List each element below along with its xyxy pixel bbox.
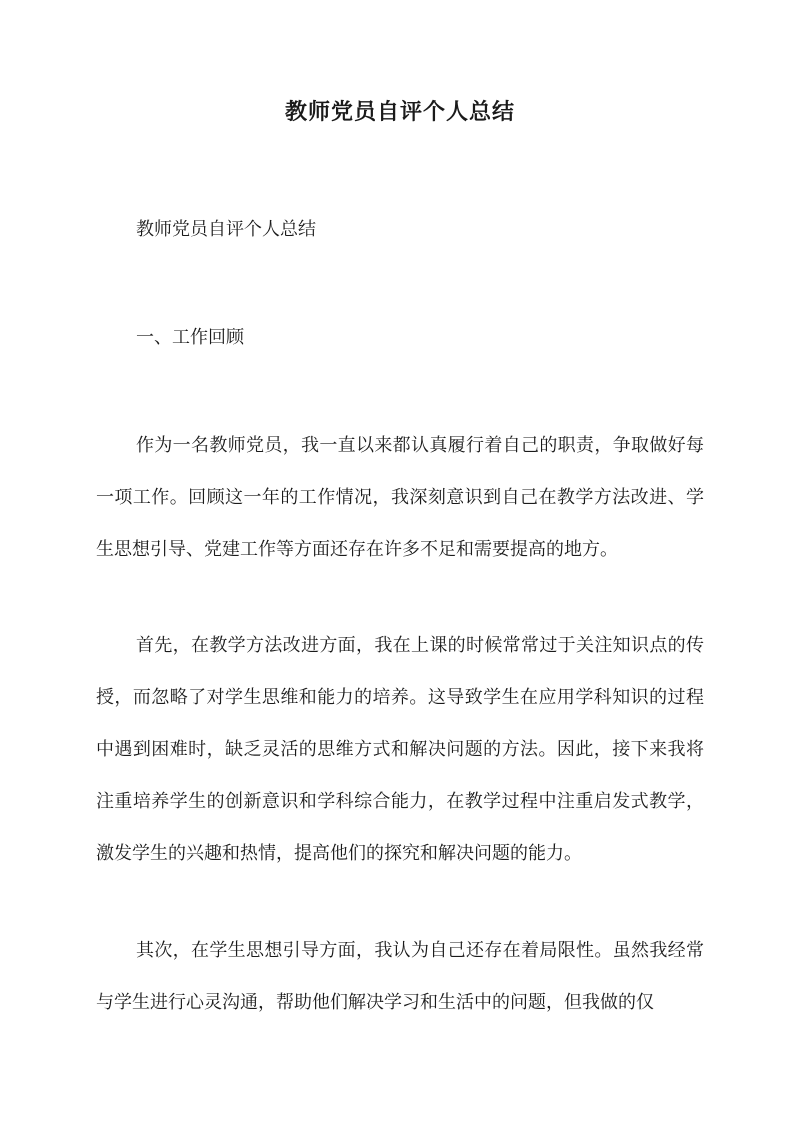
paragraph: 首先，在教学方法改进方面，我在上课的时候常常过于关注知识点的传授，而忽略了对学生思维和能力的培养。这导致学生在应用学科知识的过程中遇到困难时，缺乏灵活的思维方式和解决问题的方法。因此，接下来我将注重培养学生的创新意识和学科综合能力，在教学过程中注重启发式教学，激发学生的兴趣和热情，提高他们的探究和解决问题的能力。 [96,635,704,864]
paragraph: 作为一名教师党员，我一直以来都认真履行着自己的职责，争取做好每一项工作。回顾这一年的工作情况，我深刻意识到自己在教学方法改进、学生思想引导、党建工作等方面还存在许多不足和需要提高的地方。 [96,435,704,560]
document-title: 教师党员自评个人总结 [284,99,515,125]
section-heading: 一、工作回顾 [136,327,244,348]
document-subtitle: 教师党员自评个人总结 [136,219,316,240]
paragraph: 其次，在学生思想引导方面，我认为自己还存在着局限性。虽然我经常与学生进行心灵沟通，帮助他们解决学习和生活中的问题，但我做的仅 [96,940,704,1013]
